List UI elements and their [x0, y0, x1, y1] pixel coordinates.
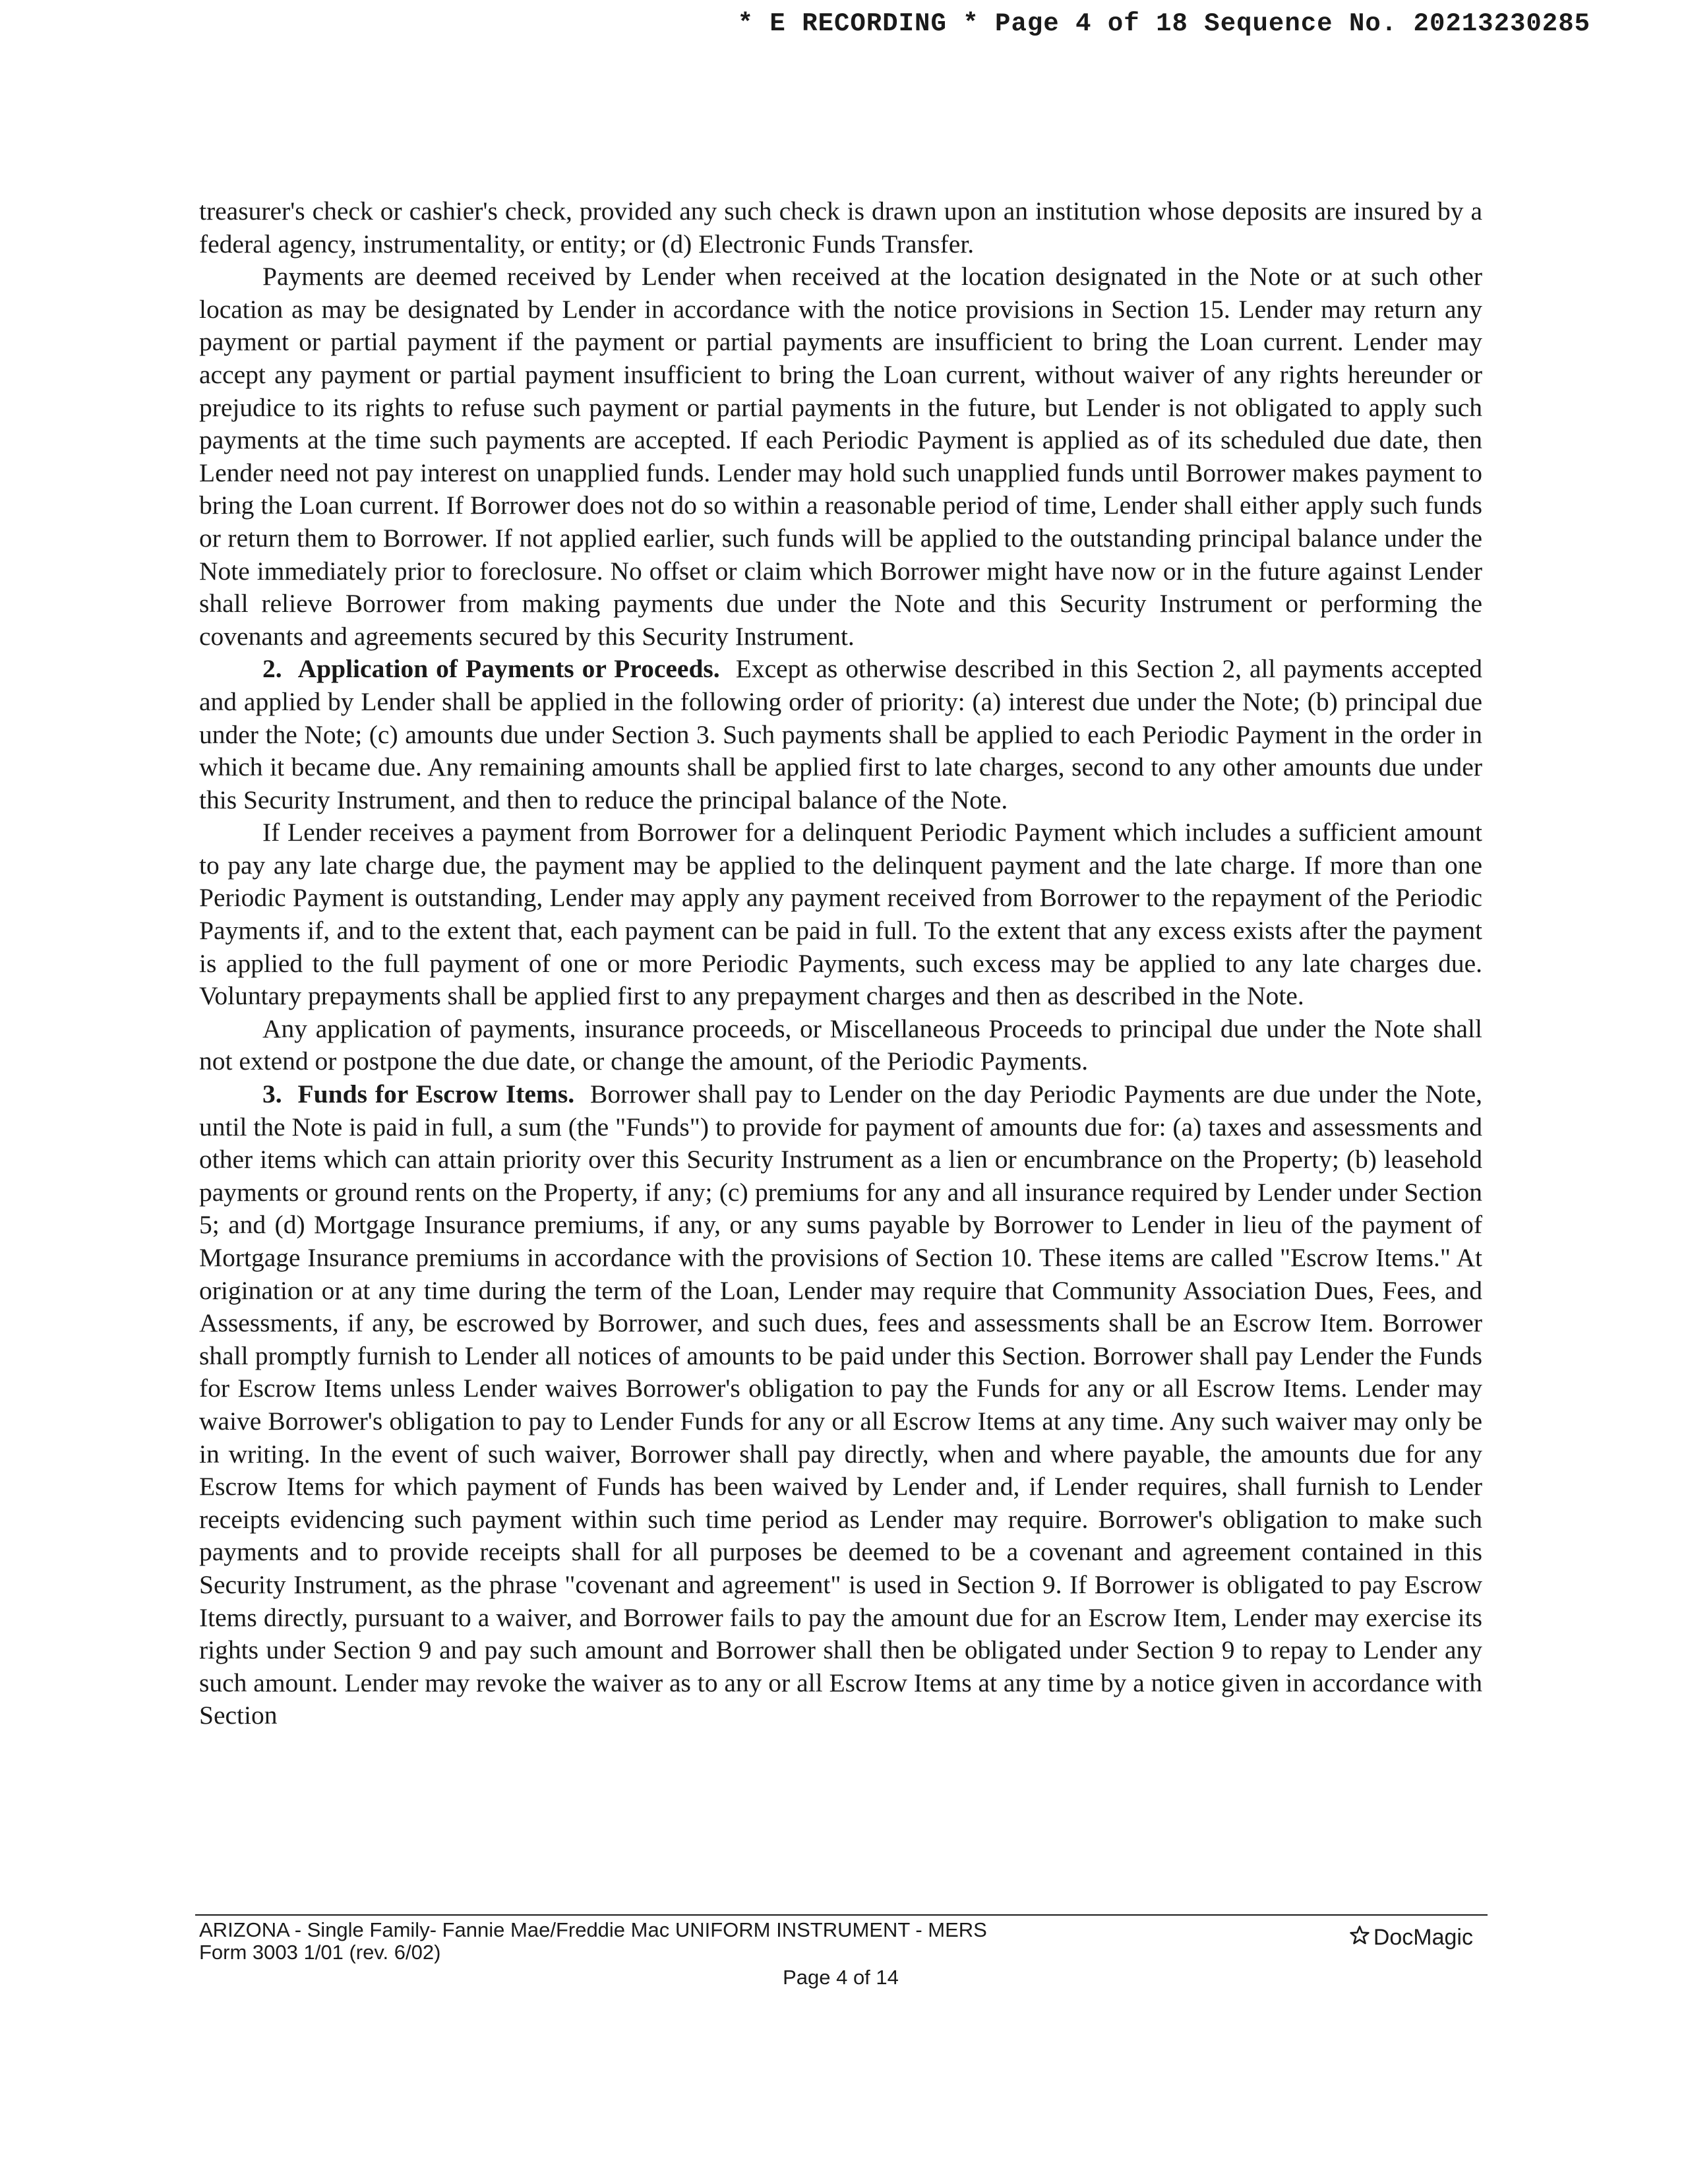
paragraph-delinquent-payment: If Lender receives a payment from Borrower for a delinquent Periodic Payment which includes a sufficient amount to pay any late charge due, the payment may be applied to the delinquent payment and the late charge. If more than one Periodic Payment is outstanding, Lender may apply any payment received from Borrower to the repayment of the Periodic Payments if, and to the extent that, each payment can be paid in full. To the extent that any excess exists after the payment is applied to the full payment of one or more Periodic Payments, such excess may be applied to any late charges due. Voluntary prepayments shall be applied first to any prepayment charges and then as described in the Note.	[199, 818, 1482, 1011]
paragraph-continuation: treasurer's check or cashier's check, provided any such check is drawn upon an institution whose deposits are insured by a federal agency, instrumentality, or entity; or (d) Electronic Funds Transfer.	[199, 197, 1482, 258]
paragraph-application-of-payments: Any application of payments, insurance proceeds, or Miscellaneous Proceeds to principal due under the Note shall not extend or postpone the due date, or change the amount, of the Periodic Payments.	[199, 1014, 1482, 1076]
section-2-title: Application of Payments or Proceeds.	[297, 654, 720, 684]
recording-header: * E RECORDING * Page 4 of 18 Sequence No. 20213230285	[737, 9, 1590, 38]
page-footer	[199, 1918, 1482, 1989]
document-body	[199, 195, 1482, 1732]
section-3-title: Funds for Escrow Items.	[297, 1079, 575, 1109]
star-icon	[1348, 1924, 1371, 1951]
docmagic-logo	[1348, 1924, 1473, 1951]
section-2-text: Except as otherwise described in this Section 2, all payments accepted and applied by Lender shall be applied in the following order of priority: (a) interest due under the Note; (b) principal due under the Note; (c) amounts due under Section 3. Such payments shall be applied to each Periodic Payment in the order in which it became due. Any remaining amounts shall be applied first to late charges, second to any other amounts due under this Security Instrument, and then to reduce the principal balance of the Note.	[199, 654, 1483, 814]
section-3-number: 3.	[262, 1079, 282, 1109]
section-3-paragraph	[199, 1078, 1482, 1732]
section-2-number: 2.	[262, 654, 282, 684]
section-2-paragraph	[199, 653, 1482, 816]
section-3-text: Borrower shall pay to Lender on the day Periodic Payments are due under the Note, until the Note is paid in full, a sum (the "Funds") to provide for payment of amounts due for: (a) taxes and assessments and other items which can attain priority over this Security Instrument as a lien or encumbrance on the Property; (b) leasehold payments or ground rents on the Property, if any; (c) premiums for any and all insurance required by Lender under Section 5; and (d) Mortgage Insurance premiums, if any, or any sums payable by Borrower to Lender in lieu of the payment of Mortgage Insurance premiums in accordance with the provisions of Section 10. These items are called "Escrow Items." At origination or at any time during the term of the Loan, Lender may require that Community Association Dues, Fees, and Assessments, if any, be escrowed by Borrower, and such dues, fees and assessments shall be an Escrow Item. Borrower shall promptly furnish to Lender all notices of amounts to be paid under this Section. Borrower shall pay Lender the Funds for Escrow Items unless Lender waives Borrower's obligation to pay the Funds for any or all Escrow Items. Lender may waive Borrower's obligation to pay to Lender Funds for any or all Escrow Items at any time. Any such waiver may only be in writing. In the event of such waiver, Borrower shall pay directly, when and where payable, the amounts due for any Escrow Items for which payment of Funds has been waived by Lender and, if Lender requires, shall furnish to Lender receipts evidencing such payment within such time period as Lender may require. Borrower's obligation to make such payments and to provide receipts shall for all purposes be deemed to be a covenant and agreement contained in this Security Instrument, as the phrase "covenant and agreement" is used in Section 9. If Borrower is obligated to pay Escrow Items directly, pursuant to a waiver, and Borrower fails to pay the amount due for an Escrow Item, Lender may exercise its rights under Section 9 and pay such amount and Borrower shall then be obligated under Section 9 to repay to Lender any such amount. Lender may revoke the waiver as to any or all Escrow Items at any time by a notice given in accordance with Section	[199, 1079, 1483, 1730]
paragraph-payments-received: Payments are deemed received by Lender when received at the location designated in the Note or at such other location as may be designated by Lender in accordance with the notice provisions in Section 15. Lender may return any payment or partial payment if the payment or partial payments are insufficient to bring the Loan current. Lender may accept any payment or partial payment insufficient to bring the Loan current, without waiver of any rights hereunder or prejudice to its rights to refuse such payment or partial payments in the future, but Lender is not obligated to apply such payments at the time such payments are accepted. If each Periodic Payment is applied as of its scheduled due date, then Lender need not pay interest on unapplied funds. Lender may hold such unapplied funds until Borrower makes payment to bring the Loan current. If Borrower does not do so within a reasonable period of time, Lender shall either apply such funds or return them to Borrower. If not applied earlier, such funds will be applied to the outstanding principal balance under the Note immediately prior to foreclosure. No offset or claim which Borrower might have now or in the future against Lender shall relieve Borrower from making payments due under the Note and this Security Instrument or performing the covenants and agreements secured by this Security Instrument.	[199, 262, 1482, 651]
footer-form-title: ARIZONA - Single Family- Fannie Mae/Freddie Mac UNIFORM INSTRUMENT - MERS	[199, 1918, 987, 1941]
footer-page-number: Page 4 of 14	[783, 1966, 899, 1989]
footer-divider	[195, 1914, 1488, 1916]
footer-form-number: Form 3003 1/01 (rev. 6/02)	[199, 1941, 441, 1964]
brand-name: DocMagic	[1373, 1925, 1473, 1950]
